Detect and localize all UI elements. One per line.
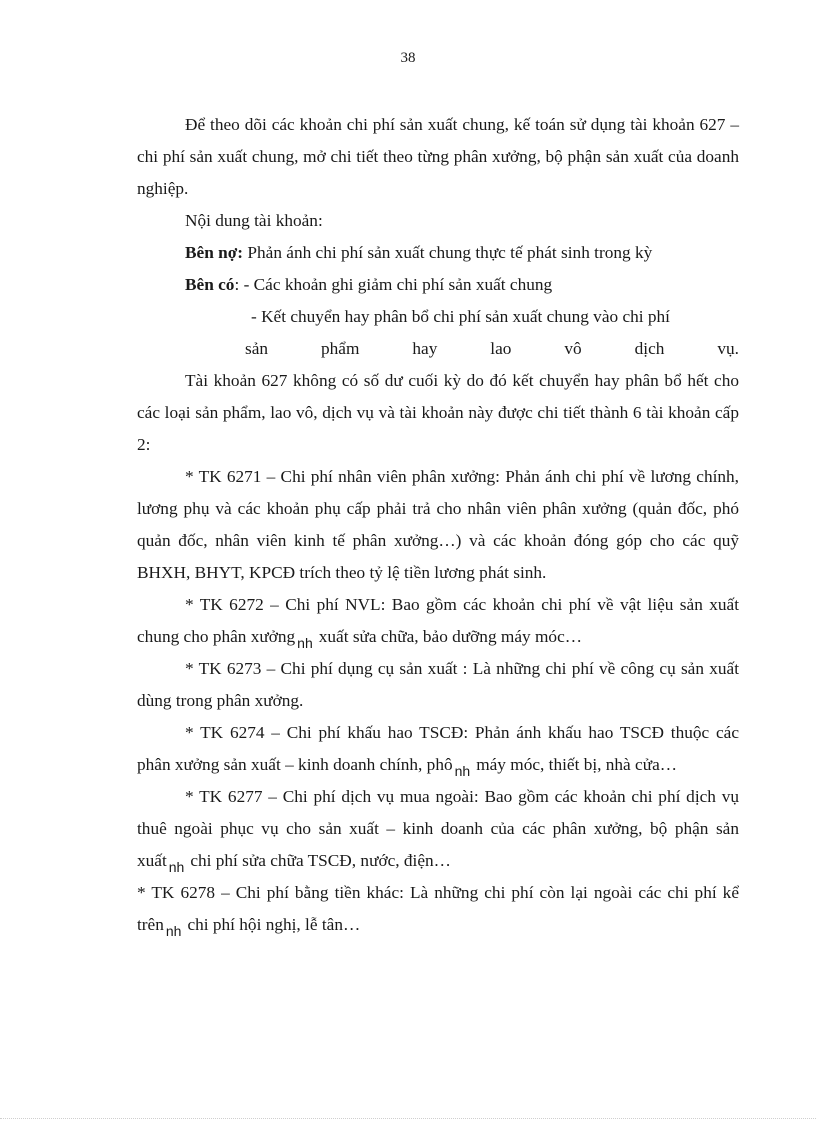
tk6274-text: * TK 6274 – Chi phí khấu hao TSCĐ: Phản ánh khấu hao TSCĐ thuộc các phân xưởng sản xuất – kinh doanh chính, phô <box>137 723 739 774</box>
credit-side-line <box>137 269 739 301</box>
tk6278-text: * TK 6278 – Chi phí bằng tiền khác: Là những chi phí còn lại ngoài các chi phí kể trên <box>137 883 739 934</box>
credit-side-line-3: sản phẩm hay lao vô dịch vụ. <box>245 339 739 358</box>
account-content-heading: Nội dung tài khoản: <box>185 211 323 230</box>
credit-text-1: : - Các khoản ghi giảm chi phí sản xuất chung <box>234 275 553 294</box>
tk6277-nh-fragment: nh <box>168 859 185 875</box>
debit-label: Bên nợ: <box>185 243 244 262</box>
page-number: 38 <box>400 50 416 66</box>
tk6274-nh-fragment: nh <box>454 763 471 779</box>
tk6277-text: * TK 6277 – Chi phí dịch vụ mua ngoài: Bao gồm các khoản chi phí dịch vụ thuê ngoài phục vụ cho sản xuất – kinh doanh của các phân xưởng, bộ phận sản xuất <box>137 787 739 870</box>
page-bottom-divider <box>0 1118 816 1119</box>
tk6277-paragraph <box>137 781 739 877</box>
credit-label: Bên có <box>185 275 235 294</box>
tk6277-text-end: chi phí sửa chữa TSCĐ, nước, điện… <box>190 851 451 870</box>
tk6272-nh-fragment: nh <box>297 635 313 651</box>
debit-side-line <box>137 237 739 269</box>
debit-text: Phản ánh chi phí sản xuất chung thực tế phát sinh trong kỳ <box>243 243 653 262</box>
balance-paragraph: Tài khoản 627 không có số dư cuối kỳ do đó kết chuyển hay phân bổ hết cho các loại sản phẩm, lao vô, dịch vụ và tài khoản này được chi tiết thành 6 tài khoản cấp 2: <box>137 371 739 454</box>
document-body <box>137 109 739 941</box>
tk6278-paragraph <box>137 877 739 941</box>
tk6271-paragraph: * TK 6271 – Chi phí nhân viên phân xưởng: Phản ánh chi phí về lương chính, lương phụ và các khoản phụ cấp phải trả cho nhân viên phân xưởng (quản đốc, phó quản đốc, nhân viên kinh tế phân xưởng…) và các khoản đóng góp cho các quỹ BHXH, BHYT, KPCĐ trích theo tỷ lệ tiền lương phát sinh. <box>137 467 739 582</box>
tk6272-text-end: xuất sửa chữa, bảo dưỡng máy móc… <box>318 627 583 646</box>
tk6278-text-end: chi phí hội nghị, lễ tân… <box>187 915 361 934</box>
tk6272-paragraph <box>137 589 739 653</box>
intro-paragraph: Để theo dõi các khoản chi phí sản xuất chung, kế toán sử dụng tài khoản 627 – chi phí sản xuất chung, mở chi tiết theo từng phân xưởng, bộ phận sản xuất của doanh nghiệp. <box>137 115 739 198</box>
tk6273-paragraph: * TK 6273 – Chi phí dụng cụ sản xuất : Là những chi phí về công cụ sản xuất dùng trong phân xưởng. <box>137 659 739 710</box>
tk6274-text-end: máy móc, thiết bị, nhà cửa… <box>476 755 678 774</box>
tk6278-nh-fragment: nh <box>165 923 182 939</box>
tk6272-text: * TK 6272 – Chi phí NVL: Bao gồm các khoản chi phí về vật liệu sản xuất chung cho phân xưởng <box>137 595 739 646</box>
tk6274-paragraph <box>137 717 739 781</box>
credit-side-line-2: - Kết chuyển hay phân bổ chi phí sản xuất chung vào chi phí <box>251 307 670 326</box>
